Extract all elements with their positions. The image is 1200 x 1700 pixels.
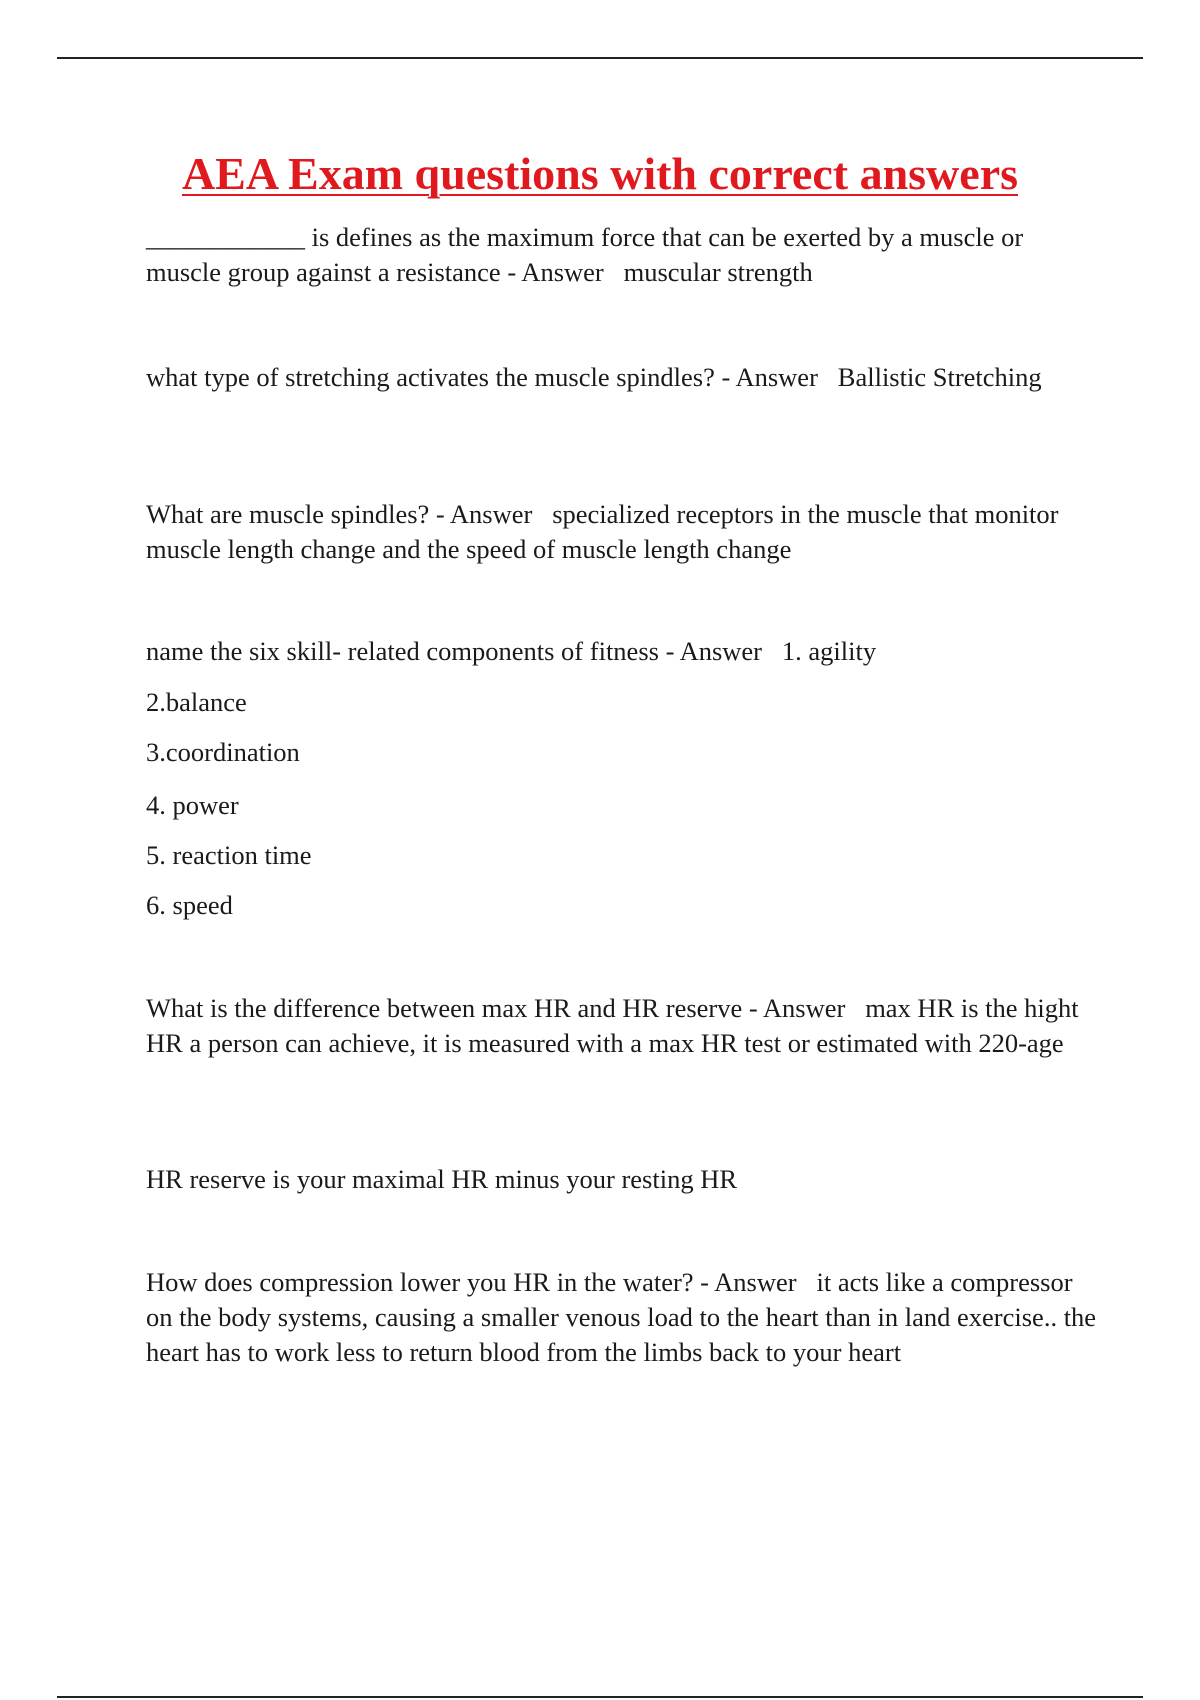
document-title: AEA Exam questions with correct answers (181, 148, 1019, 199)
question-text: How does compression lower you HR in the water? (146, 1267, 694, 1297)
answer-separator: - Answer (429, 499, 553, 529)
answer-text: it acts like a compressor on the body systems, causing a smaller venous load to the heart than in land exercise.. the heart has to work less to return blood from the limbs back to your heart (146, 1267, 1103, 1367)
question-text: ____________ is defines as the maximum force that can be exerted by a muscle or muscle group against a resistance (146, 222, 1030, 287)
header-rule (57, 57, 1143, 59)
qa-item-2 (146, 360, 1101, 395)
answer-text: muscular strength (623, 257, 813, 287)
qa-item-5 (146, 991, 1101, 1061)
list-item-reaction-time: 5. reaction time (146, 840, 312, 870)
qa-item-3 (146, 497, 1101, 567)
answer-separator: - Answer (658, 636, 782, 666)
qa-item-4 (146, 634, 1101, 669)
answer-separator: - Answer (500, 257, 624, 287)
list-item-speed: 6. speed (146, 890, 233, 920)
question-text: What is the difference between max HR and HR reserve (146, 993, 743, 1023)
answer-text: max HR is the hight HR a person can achieve, it is measured with a max HR test or estimated with 220-age (146, 993, 1086, 1058)
qa-item-6: HR reserve is your maximal HR minus your resting HR (146, 1164, 738, 1194)
question-text: name the six skill- related components of fitness (146, 636, 659, 666)
answer-separator: - Answer (714, 362, 838, 392)
answer-text: Ballistic Stretching (837, 362, 1042, 392)
qa-item-1 (146, 220, 1101, 290)
qa-item-7 (146, 1265, 1101, 1370)
answer-separator: - Answer (742, 993, 866, 1023)
list-item-balance: 2.balance (146, 687, 247, 717)
answer-text: specialized receptors in the muscle that monitor muscle length change and the speed of muscle length change (146, 499, 1066, 564)
list-item-power: 4. power (146, 790, 239, 820)
footer-rule (57, 1696, 1143, 1698)
answer-text: 1. agility (781, 636, 877, 666)
question-text: What are muscle spindles? (146, 499, 430, 529)
answer-separator: - Answer (693, 1267, 817, 1297)
question-text: what type of stretching activates the muscle spindles? (146, 362, 715, 392)
list-item-coordination: 3.coordination (146, 737, 300, 767)
